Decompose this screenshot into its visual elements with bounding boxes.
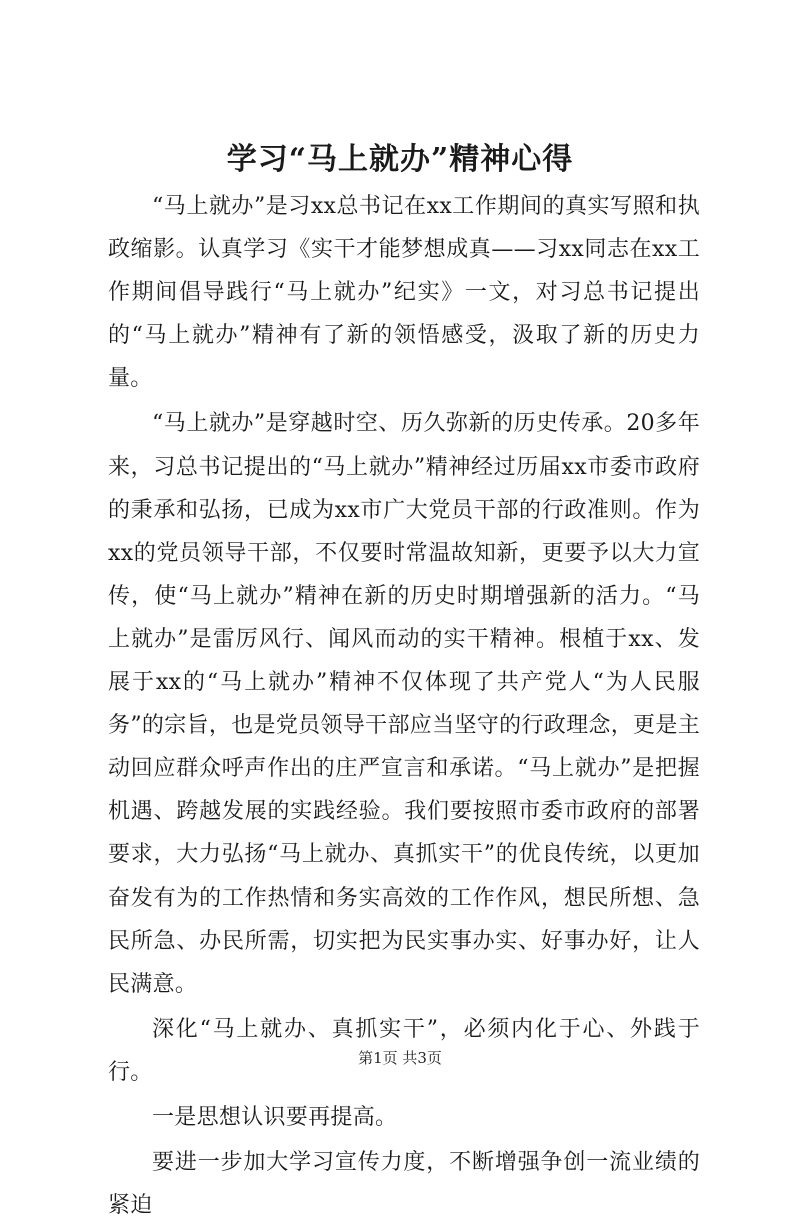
document-title: 学习“马上就办”精神心得 xyxy=(226,142,574,177)
document-body xyxy=(108,185,700,1227)
paragraph-intro: “马上就办”是习xx总书记在xx工作期间的真实写照和执政缩影。认真学习《实干才能梦想成真——习xx同志在xx工作期间倡导践行“马上就办”纪实》一文，对习总书记提出的“马上就办”精神有了新的领悟感受，汲取了新的历史力量。 xyxy=(108,194,700,392)
page-footer: 第1页 共3页 xyxy=(358,1049,442,1067)
paragraph-point-one: 一是思想认识要再提高。 xyxy=(152,1104,398,1130)
paragraph-history: “马上就办”是穿越时空、历久弥新的历史传承。20多年来，习总书记提出的“马上就办”精神经过历届xx市委市政府的秉承和弘扬，已成为xx市广大党员干部的行政准则。作为xx的党员领导干部，不仅要时常温故知新，更要予以大力宣传，使“马上就办”精神在新的历史时期增强新的活力。“马上就办”是雷厉风行、闻风而动的实干精神。根植于xx、发展于xx的“马上就办”精神不仅体现了共产党人“为人民服务”的宗旨，也是党员领导干部应当坚守的行政理念，更是主动回应群众呼声作出的庄严宣言和承诺。“马上就办”是把握机遇、跨越发展的实践经验。我们要按照市委市政府的部署要求，大力弘扬“马上就办、真抓实干”的优良传统，以更加奋发有为的工作热情和务实高效的工作作风，想民所想、急民所急、办民所需，切实把为民实事办实、好事办好，让人民满意。 xyxy=(108,411,700,997)
paragraph-continued: 要进一步加大学习宣传力度，不断增强争创一流业绩的紧迫 xyxy=(108,1150,700,1219)
paragraph-deepen: 深化“马上就办、真抓实干”，必须内化于心、外践于行。 xyxy=(108,1016,700,1085)
